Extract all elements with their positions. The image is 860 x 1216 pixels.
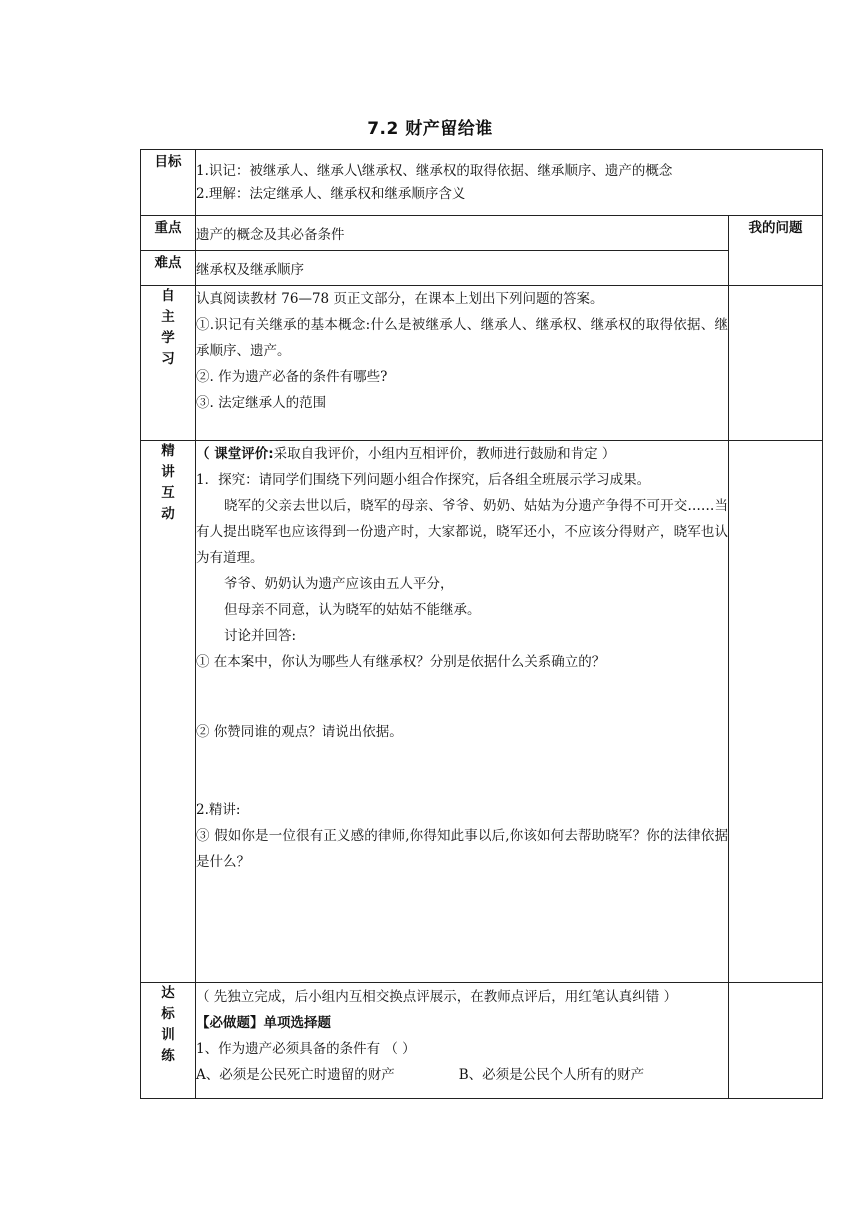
- self-study-q2: ②. 作为遗产必备的条件有哪些?: [196, 369, 388, 385]
- case-story: 晓军的父亲去世以后，晓军的母亲、爷爷、奶奶、姑姑为分遗产争得不可开交……当有人提出晓军也应该得到一份遗产时，大家都说，晓军还小，不应该分得财产，晓军也认为有道理。: [196, 498, 728, 566]
- answer-space-1: [196, 675, 728, 719]
- practice-label: 达 标 训 练: [141, 983, 196, 1099]
- interaction-label: 精 讲 互 动: [141, 441, 196, 983]
- explore-task: 1．探究：请同学们围绕下列问题小组合作探究，后各组全班展示学习成果。: [196, 472, 651, 488]
- self-study-label: 自 主 学 习: [141, 286, 196, 441]
- practice-content: [196, 983, 729, 1099]
- mother-view: 但母亲不同意，认为晓军的姑姑不能继承。: [224, 602, 481, 618]
- practice-row: [141, 983, 823, 1099]
- study-guide-table: [140, 149, 823, 1099]
- interaction-question-3: ③ 假如你是一位很有正义感的律师,你得知此事以后,你该如何去帮助晓军？你的法律依据是什么？: [196, 828, 728, 870]
- goal-label: 目标: [141, 150, 196, 216]
- interaction-notes: [729, 441, 823, 983]
- key-point-row: [141, 216, 823, 251]
- goal-line-2: 2.理解：法定继承人、继承权和继承顺序含义: [196, 185, 466, 202]
- practice-options: [196, 1062, 728, 1088]
- self-study-content: [196, 286, 729, 441]
- option-b: B、必须是公民个人所有的财产: [458, 1067, 645, 1083]
- option-a: A、必须是公民死亡时遗留的财产: [196, 1067, 395, 1083]
- self-study-q1: ①.识记有关继承的基本概念:什么是被继承人、继承人、继承权、继承权的取得依据、继承顺序、遗产。: [196, 317, 728, 359]
- practice-instruction: （ 先独立完成，后小组内互相交换点评展示，在教师点评后，用红笔认真纠错 ）: [196, 989, 678, 1005]
- interaction-content: [196, 441, 729, 983]
- self-study-row: [141, 286, 823, 441]
- required-heading: 【必做题】单项选择题: [196, 1015, 331, 1031]
- self-study-intro: 认真阅读教材 76—78 页正文部分，在课本上划出下列问题的答案。: [196, 291, 604, 307]
- page-title: 7.2 财产留给谁: [367, 119, 493, 139]
- difficulty-text: 继承权及继承顺序: [196, 251, 729, 286]
- self-study-q3: ③. 法定继承人的范围: [196, 395, 327, 411]
- answer-space-2: [196, 745, 728, 797]
- interaction-row: [141, 441, 823, 983]
- difficulty-row: [141, 251, 823, 286]
- lecture-heading: 2.精讲:: [196, 802, 241, 818]
- class-evaluation: （ 课堂评价:采取自我评价，小组内互相评价，教师进行鼓励和肯定 ）: [196, 446, 616, 462]
- my-questions-header: 我的问题: [729, 216, 823, 286]
- practice-question-1: 1、作为遗产必须具备的条件有 （ ）: [196, 1041, 416, 1057]
- goal-content: [196, 150, 823, 216]
- goal-line-1: 1.识记：被继承人、继承人\继承权、继承权的取得依据、继承顺序、遗产的概念: [196, 162, 673, 179]
- key-point-text: 遗产的概念及其必备条件: [196, 216, 729, 251]
- interaction-question-1: ① 在本案中，你认为哪些人有继承权？分别是依据什么关系确立的？: [196, 654, 606, 670]
- self-study-notes: [729, 286, 823, 441]
- discussion-prompt: 讨论并回答:: [224, 628, 297, 644]
- practice-notes: [729, 983, 823, 1099]
- grandparents-view: 爷爷、奶奶认为遗产应该由五人平分，: [224, 576, 454, 592]
- key-point-label: 重点: [141, 216, 196, 251]
- goal-row: [141, 150, 823, 216]
- interaction-question-2: ② 你赞同谁的观点？请说出依据。: [196, 724, 403, 740]
- difficulty-label: 难点: [141, 251, 196, 286]
